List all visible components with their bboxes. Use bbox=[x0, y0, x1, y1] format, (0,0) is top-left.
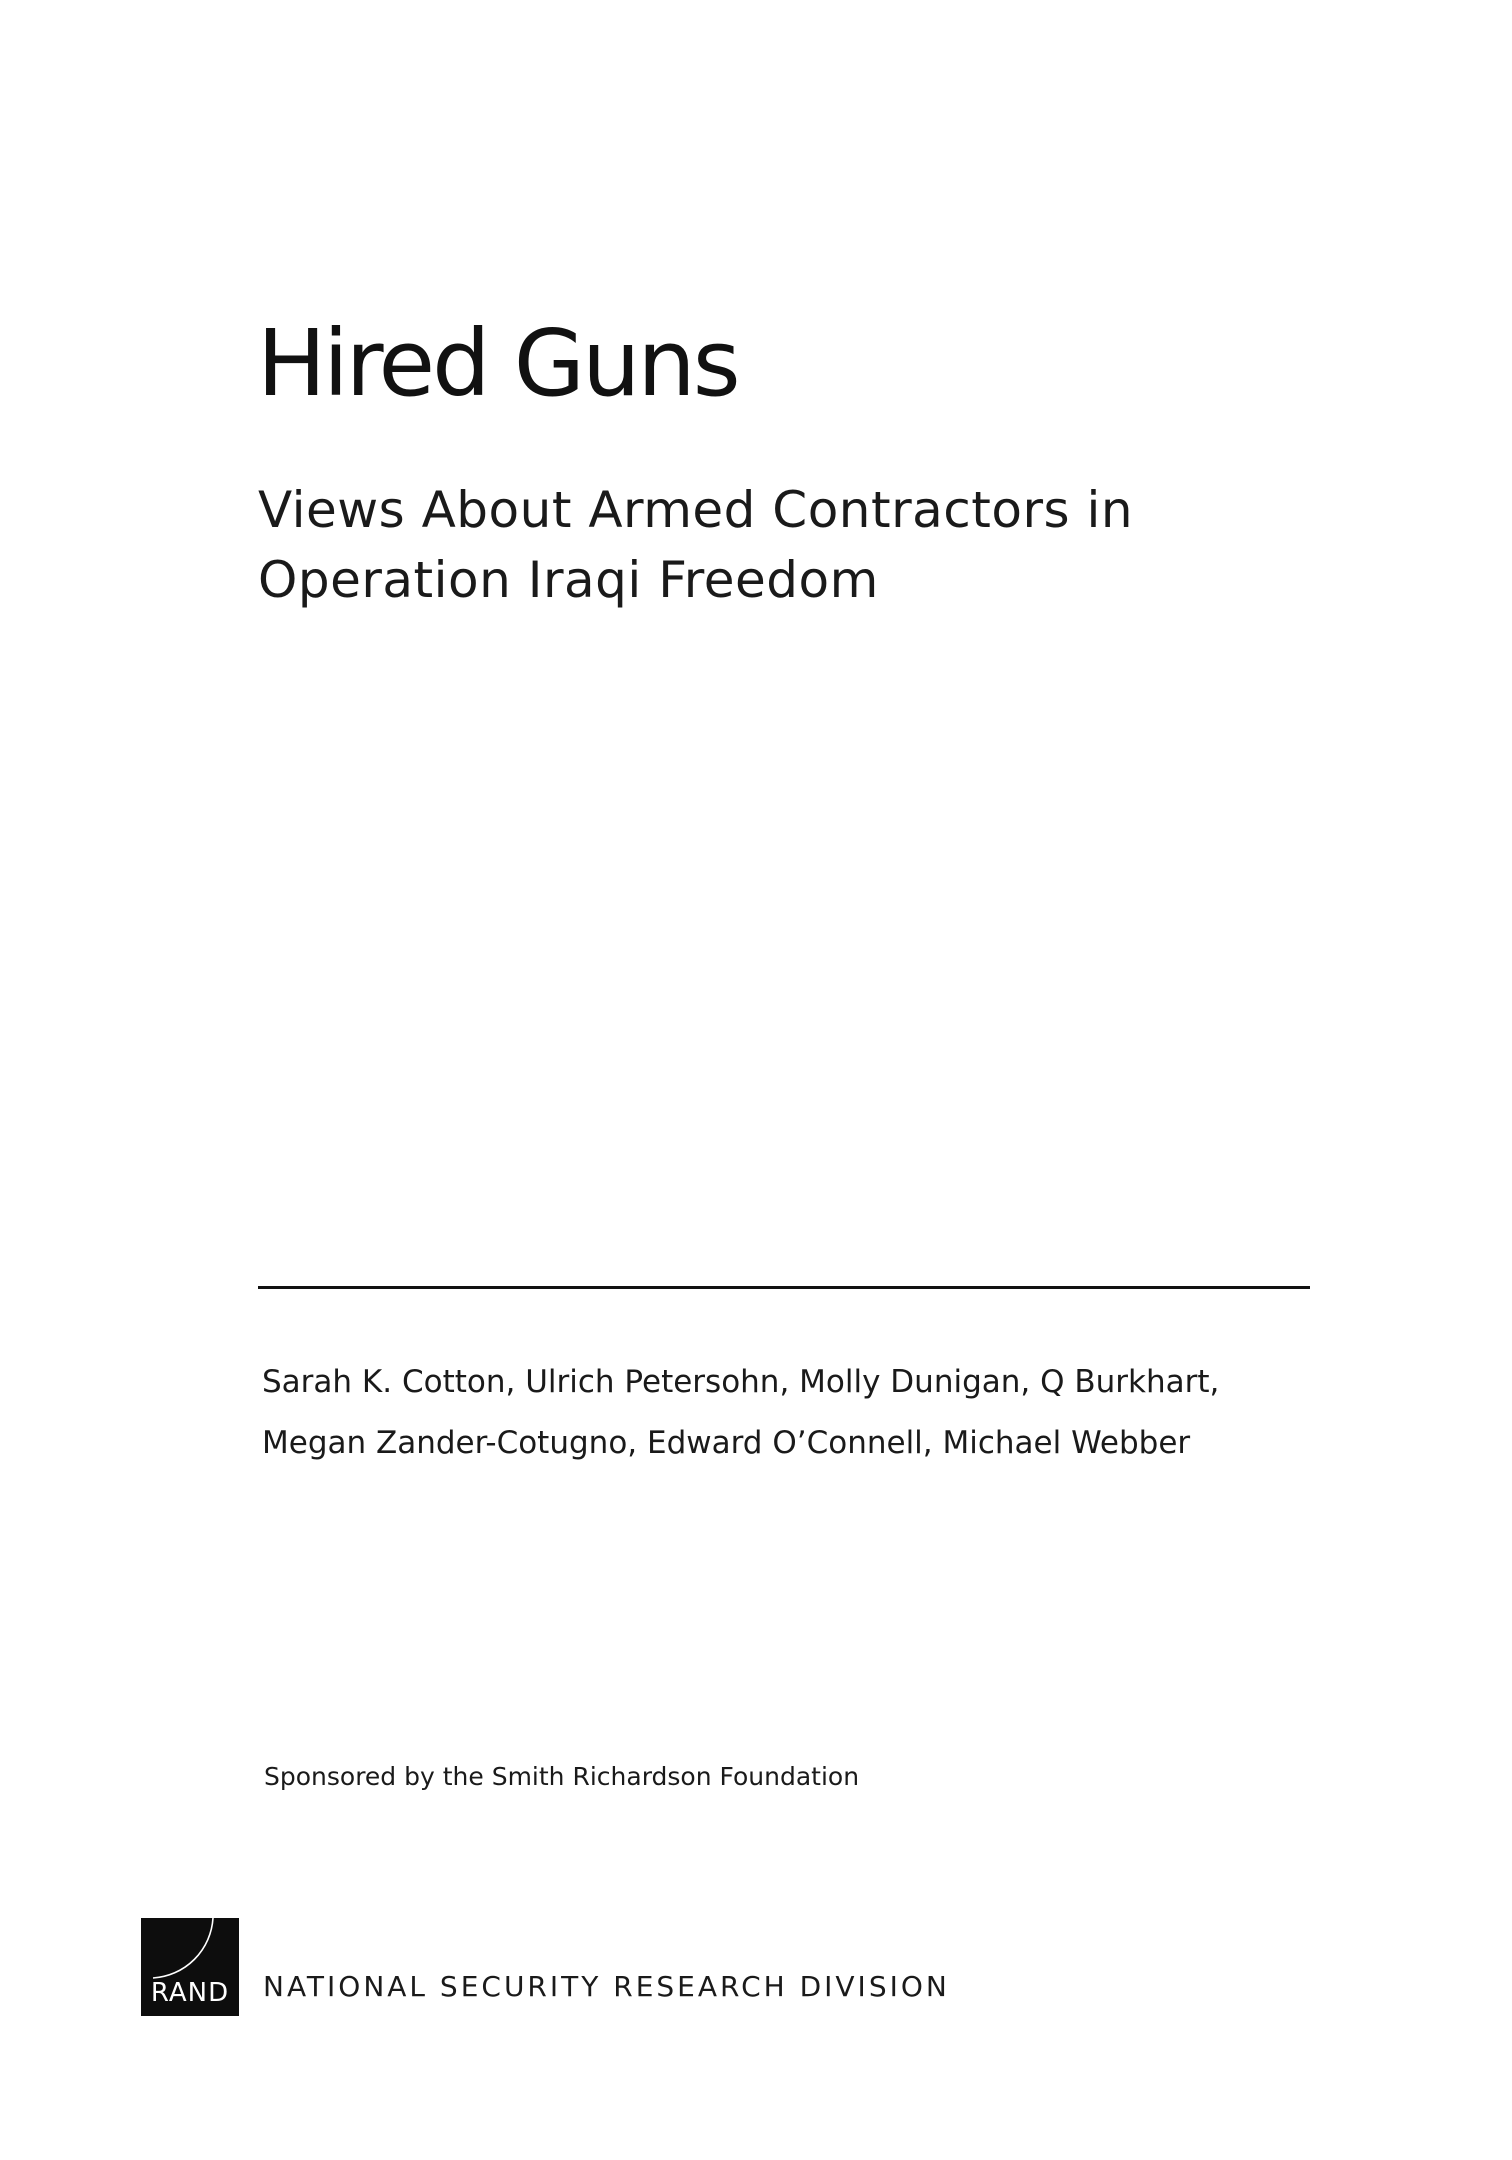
report-title: Hired Guns bbox=[257, 310, 738, 417]
sponsor-note: Sponsored by the Smith Richardson Foundation bbox=[264, 1762, 860, 1791]
report-subtitle bbox=[258, 475, 1358, 615]
subtitle-line-2: Operation Iraqi Freedom bbox=[258, 551, 879, 609]
authors-line-2: Megan Zander-Cotugno, Edward O’Connell, Michael Webber bbox=[262, 1425, 1191, 1461]
subtitle-line-1: Views About Armed Contractors in bbox=[258, 481, 1134, 539]
division-name: NATIONAL SECURITY RESEARCH DIVISION bbox=[263, 1970, 950, 2003]
rand-logo bbox=[141, 1918, 239, 2016]
logo-text: RAND bbox=[150, 1978, 230, 2008]
author-list bbox=[262, 1352, 1322, 1474]
horizontal-rule bbox=[258, 1286, 1310, 1289]
authors-line-1: Sarah K. Cotton, Ulrich Petersohn, Molly Dunigan, Q Burkhart, bbox=[262, 1364, 1220, 1400]
